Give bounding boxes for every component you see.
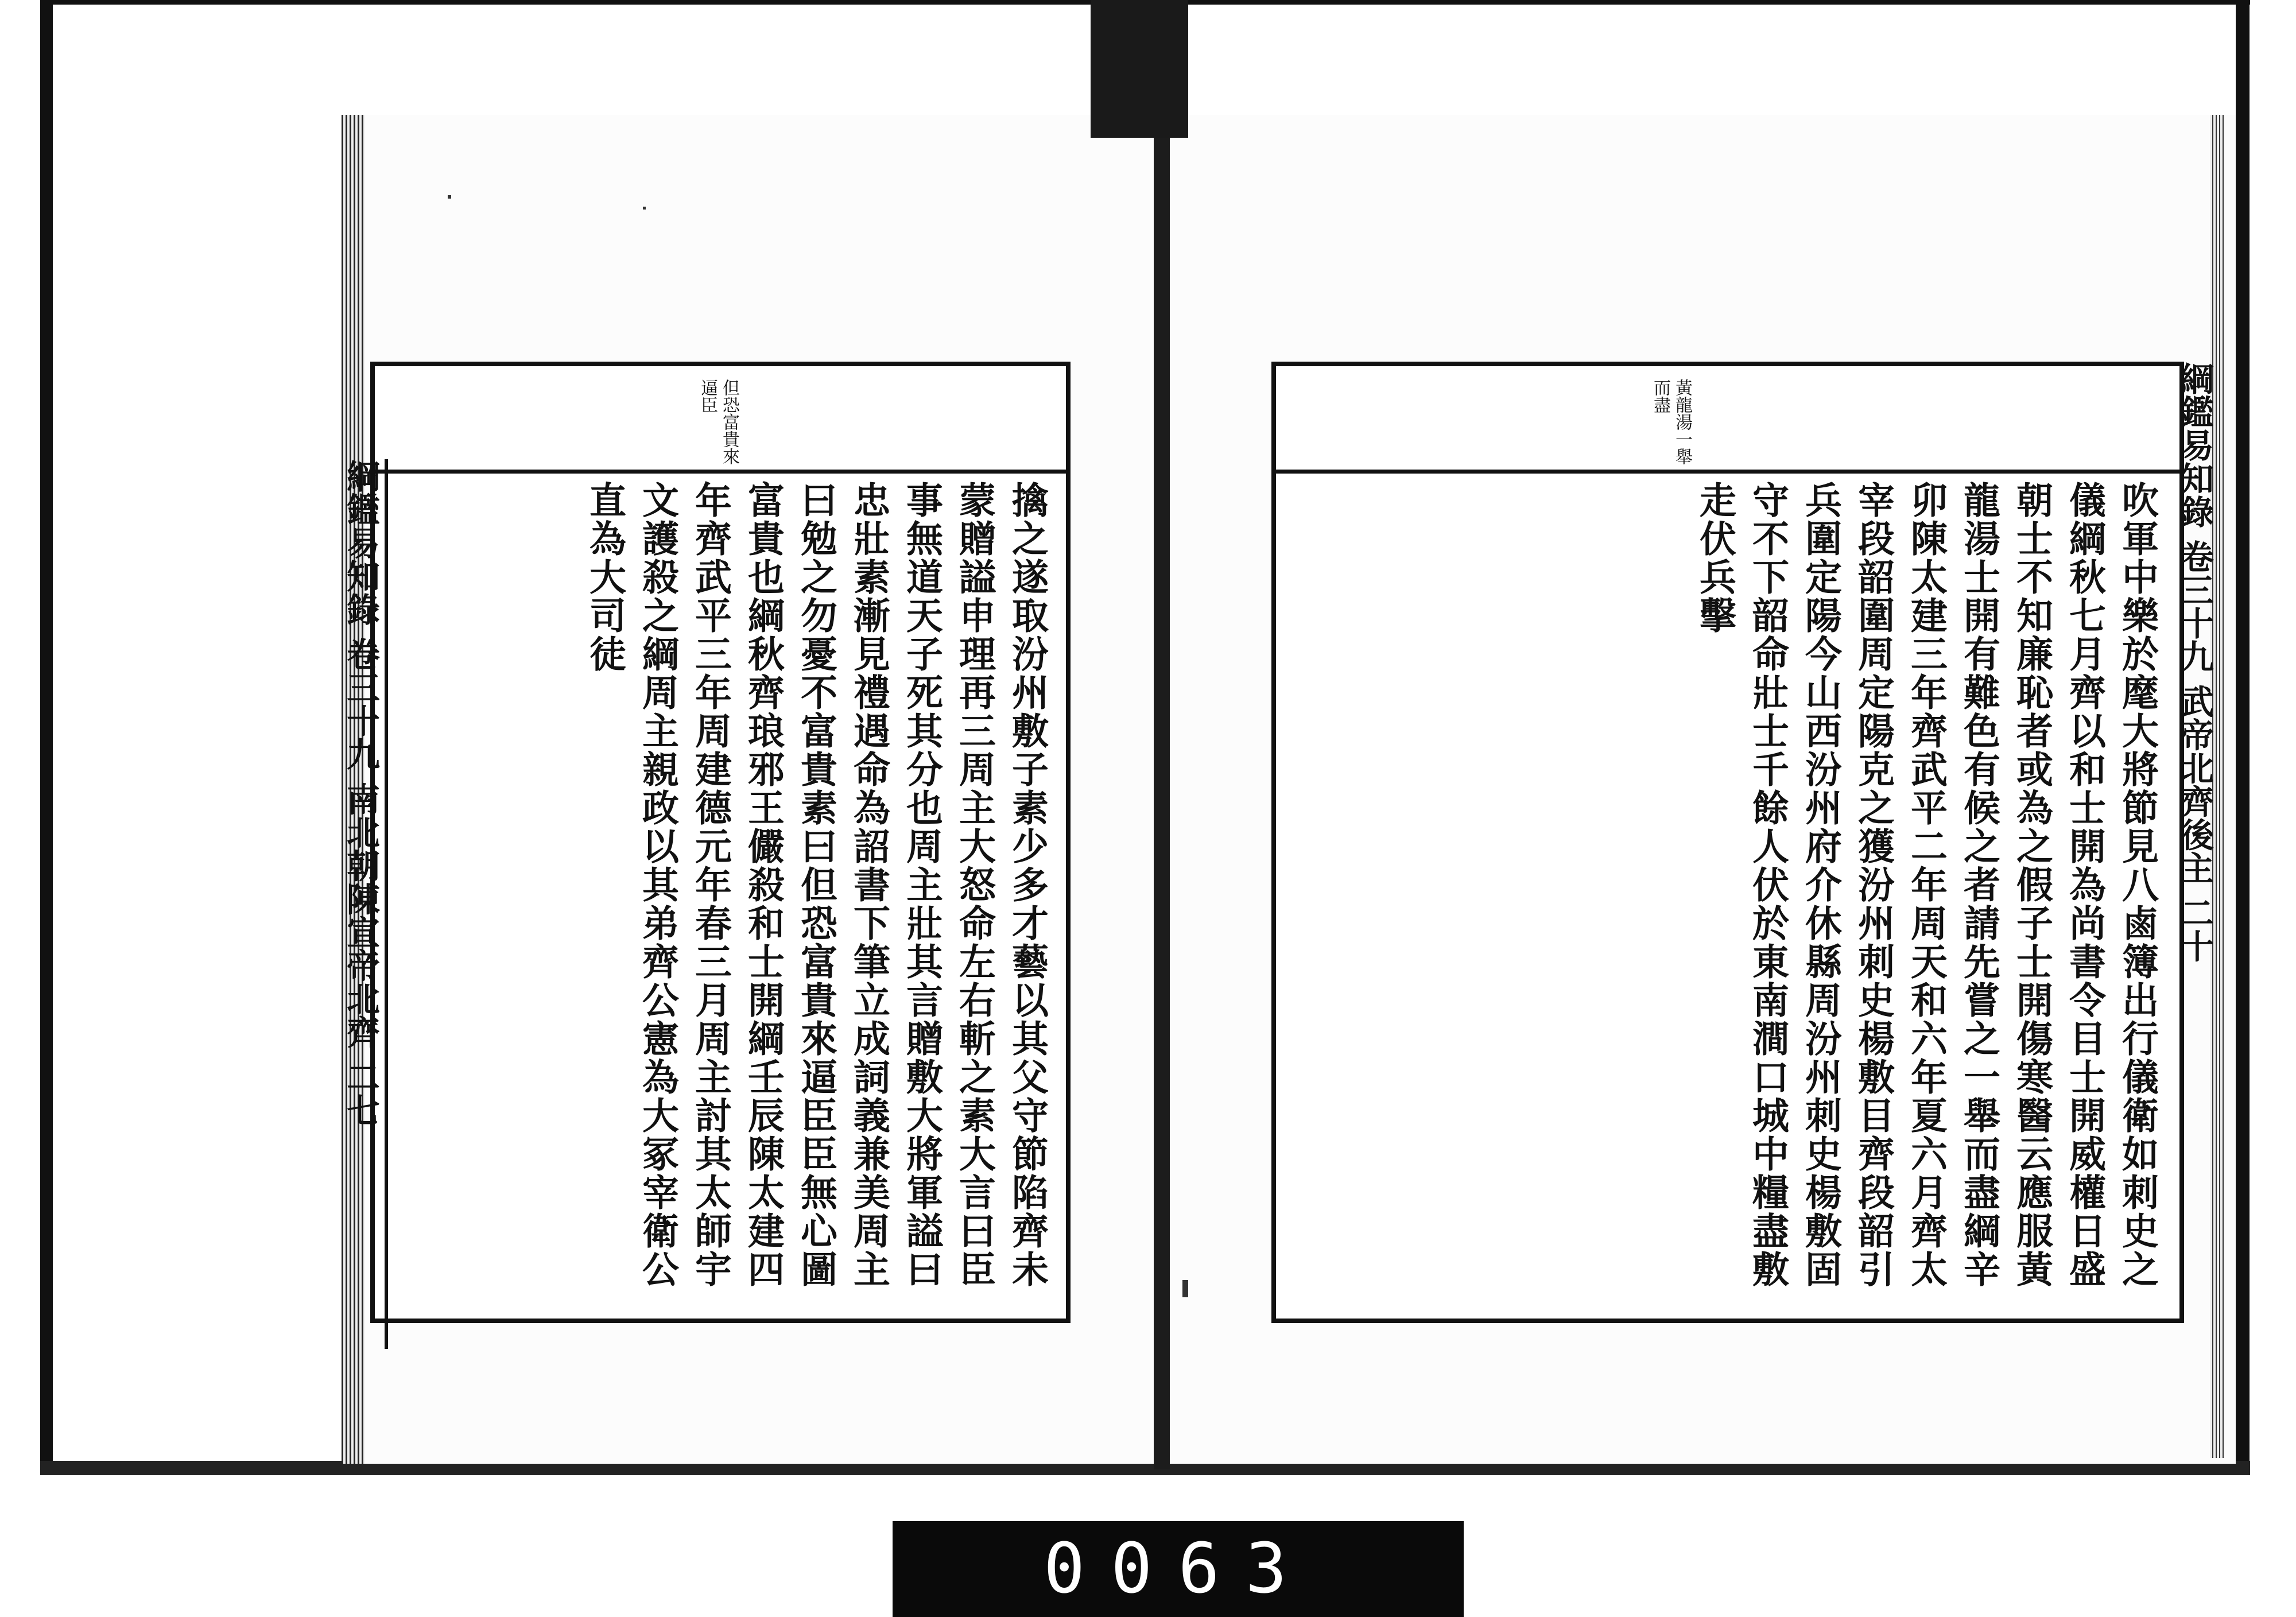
book-gutter (1154, 103, 1170, 1469)
binding-clip (1091, 0, 1188, 138)
left-body-text: 擒之遂取汾州敷子素少多才藝以其父守節陷齊未蒙贈謚申理再三周主大怒命左右斬之素大言曰臣事無道天子死其分也周主壯其言贈敷大將軍謚曰忠壯素漸見禮遇命為詔書下筆立成詞義兼美周主曰勉之勿憂不富貴素曰但恐富貴來逼臣臣無心圖富貴也綱秋齊琅邪王儼殺和士開綱壬辰陳太建四年齊武平三年周建德元年春三月周主討其太師宇文護殺之綱周主親政以其弟齊公憲為大冢宰衛公直為大司徒 (583, 481, 1049, 1289)
left-margin-heading (341, 459, 388, 1349)
right-headband (1276, 366, 2179, 474)
left-text-block (370, 362, 1071, 1323)
scan-speck (448, 195, 451, 199)
right-margin-text: 綱鑑易知錄 卷三十九 武帝北齊後主 二十 (2175, 362, 2214, 963)
scan-frame-right (2236, 0, 2250, 1475)
right-body-text: 吹軍中樂於麾大將節見八鹵簿出行儀衛如刺史之儀綱秋七月齊以和士開為尚書令目士開威權日盛朝士不知廉恥者或為之假子士開傷寒醫云應服黃龍湯士開有難色有候之者請先嘗之一舉而盡綱辛卯陳太建三年齊武平二年周天和六年夏六月齊太宰段韶圍周定陽克之獲汾州刺史楊敷目齊段韶引兵圍定陽今山西汾州府介休縣周汾州刺史楊敷固守不下韶命壯士千餘人伏於東南澗口城中糧盡敷走伏兵擊 (1693, 481, 2159, 1289)
left-header-note: 但恐富貴來逼臣 (697, 379, 739, 465)
scan-speck (643, 207, 646, 210)
left-headband (375, 366, 1066, 474)
scan-frame-left (40, 0, 53, 1475)
reel-number: 0063 (1044, 1529, 1313, 1609)
reel-number-label (893, 1521, 1464, 1617)
scan-speck (1182, 1280, 1188, 1297)
right-text-block (1271, 362, 2184, 1323)
right-margin-heading (2175, 362, 2219, 1337)
left-margin-text: 綱鑑易知錄 卷三十九 南北朝陳宣帝北齊 二七 (341, 459, 380, 1127)
right-header-note: 黃龍湯一舉而盡 (1650, 379, 1692, 465)
